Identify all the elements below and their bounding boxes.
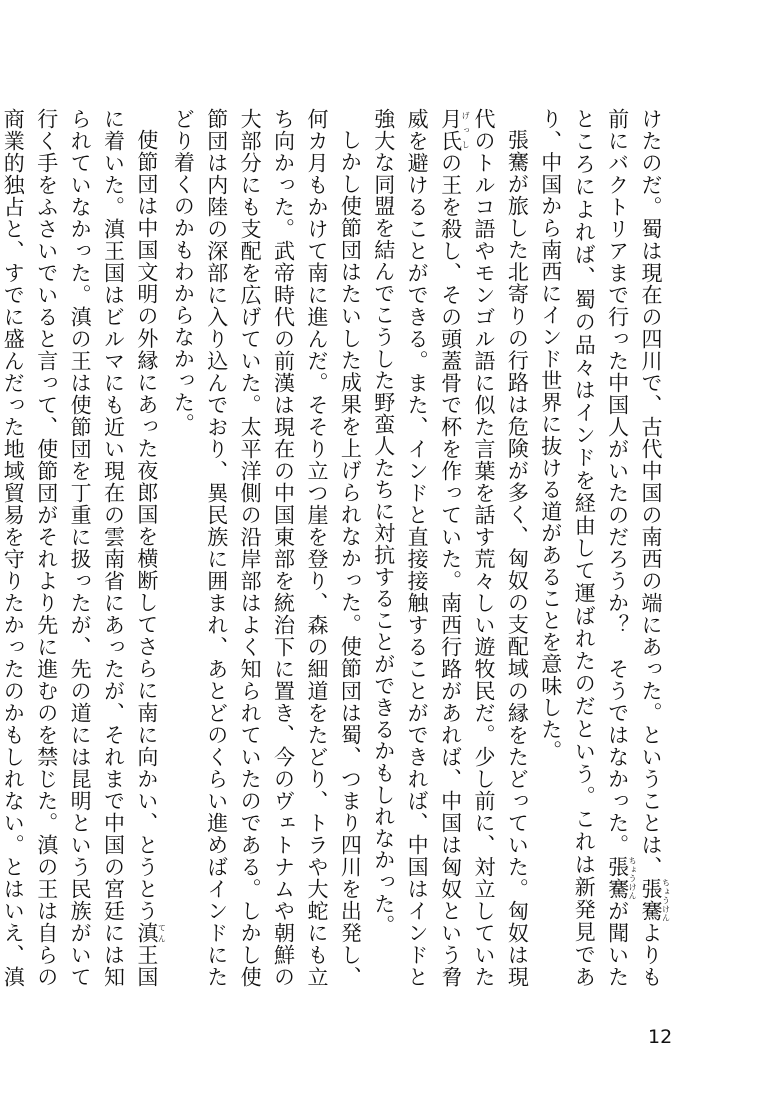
ruby-term: 張騫ちょうけん bbox=[605, 856, 638, 901]
text-segment: けたのだ。蜀は現在の四川で、古代中国の南西の端にあった。ということは、 bbox=[639, 108, 663, 879]
text-segment: よりも前にバクトリアまで行った中国人がいたのだろうか？ そうではなかった。 bbox=[605, 108, 663, 988]
text-segment: しかし使節団はたいした成果を上げられなかった。使節団は蜀、つまり四川を出発し、何カ月もかけて南に進んだ。そそり立つ崖を登り、森の細道をたどり、トラや大蛇にも立ち向かった。武帝時代の前漢は現在の中国東部を統治下に置き、今のヴェトナムや朝鮮の大部分にも支配を広げていた。太平洋側の沿岸部はよく知られていたのである。しかし使節団は内陸の深部に入り込んでおり、異民族に囲まれ、あとどのくらい進めばインドにたどり着くのかもわからなかった。 bbox=[171, 108, 363, 988]
vertical-text-body bbox=[1, 108, 671, 989]
page-number: 12 bbox=[648, 1026, 673, 1048]
text-segment: の王を殺し、その頭蓋骨で杯を作っていた。南西行路があれば、中国は匈奴という脅威を避けることができる。また、インドと直接接触することができれば、中国はインドと強大な同盟を結んでこうした野蛮人たちに対抗することができるかもしれなかった。 bbox=[371, 108, 463, 988]
paragraph-3 bbox=[166, 108, 366, 988]
paragraph-2 bbox=[366, 108, 533, 988]
ruby-term: 月氏げっし bbox=[438, 108, 471, 153]
text-segment: が聞いたところによれば、蜀の品々はインドを経由して運ばれたのだという。これは新発見であり、中国から南西にインド世界に抜ける道があることを意味した。 bbox=[538, 108, 630, 989]
text-segment: 使節団は中国文明の外縁にあった夜郎国を横断してさらに南に向かい、とうとう bbox=[134, 129, 159, 923]
paragraph-4 bbox=[0, 108, 166, 988]
text-segment: 張騫が旅した北寄りの行路は危険が多く、匈奴の支配域の縁をたどっていた。匈奴は現代のトルコ語やモンゴル語に似た言葉を話す荒々しい遊牧民だ。少し前に、対立していた bbox=[471, 108, 530, 988]
text-segment: 王国に着いた。滇王国はビルマにも近い現在の雲南省にあったが、それまで中国の宮廷には知られていなかった。滇の王は使節団を丁重に扱ったが、先の道には昆明という民族がいて行く手をふさいでいると言って、使節団がそれより先に進むのを禁じた。滇の王は自らの商業的独占と、すでに盛んだった地域貿易を守りたかったのかもしれない。とはいえ、滇 bbox=[1, 108, 159, 988]
ruby-term: 滇てん bbox=[134, 922, 167, 945]
paragraph-1 bbox=[533, 108, 670, 988]
ruby-term: 張騫ちょうけん bbox=[639, 878, 671, 923]
